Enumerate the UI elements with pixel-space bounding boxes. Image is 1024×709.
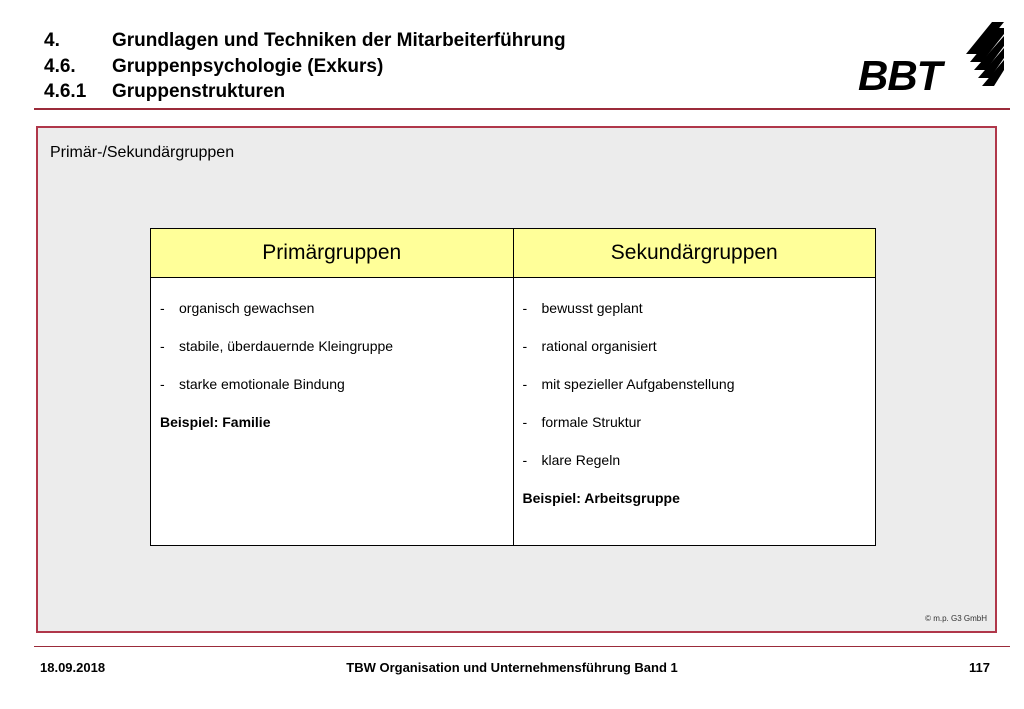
page-number: 117 xyxy=(969,660,990,675)
panel-title: Primär-/Sekundärgruppen xyxy=(50,144,235,161)
logo-text: BBT xyxy=(858,52,942,99)
example-text: Beispiel: Arbeitsgruppe xyxy=(522,490,680,506)
comparison-table xyxy=(150,228,876,546)
list-item: - formale Struktur xyxy=(522,414,642,430)
copyright-note: © m.p. G3 GmbH xyxy=(925,614,987,623)
list-item: - starke emotionale Bindung xyxy=(160,376,345,392)
list-item: - organisch gewachsen xyxy=(160,300,315,316)
heading-number: 4.6. xyxy=(44,55,76,77)
table-row xyxy=(151,278,876,546)
heading-text: Gruppenstrukturen xyxy=(112,81,286,102)
list-item: - klare Regeln xyxy=(522,452,621,468)
bbt-logo xyxy=(858,20,1004,100)
heading-number: 4. xyxy=(44,30,60,51)
heading-line-3 xyxy=(44,79,566,105)
list-item: - bewusst geplant xyxy=(522,300,643,316)
header-divider xyxy=(34,108,1010,110)
heading-text: Gruppenpsychologie (Exkurs) xyxy=(112,55,384,77)
list-item: - mit spezieller Aufgabenstellung xyxy=(522,376,735,392)
table-header-row xyxy=(151,229,876,278)
footer-title: TBW Organisation und Unternehmensführung Band 1 xyxy=(346,660,678,675)
page-heading xyxy=(44,28,566,105)
heading-text: Grundlagen und Techniken der Mitarbeiterführung xyxy=(112,30,566,51)
footer-date: 18.09.2018 xyxy=(40,660,106,675)
heading-number: 4.6.1 xyxy=(44,81,87,102)
primary-groups-cell xyxy=(151,278,514,546)
content-panel xyxy=(36,126,997,633)
footer-divider xyxy=(34,646,1010,647)
list-item: - stabile, überdauernde Kleingruppe xyxy=(160,338,394,354)
secondary-groups-cell xyxy=(513,278,876,546)
header-primaergruppen: Primärgruppen xyxy=(151,229,514,278)
list-item: - rational organisiert xyxy=(522,338,657,354)
header-sekundaergruppen: Sekundärgruppen xyxy=(513,229,876,278)
example-text: Beispiel: Familie xyxy=(160,414,271,430)
heading-line-2 xyxy=(44,54,566,80)
heading-line-1 xyxy=(44,28,566,54)
